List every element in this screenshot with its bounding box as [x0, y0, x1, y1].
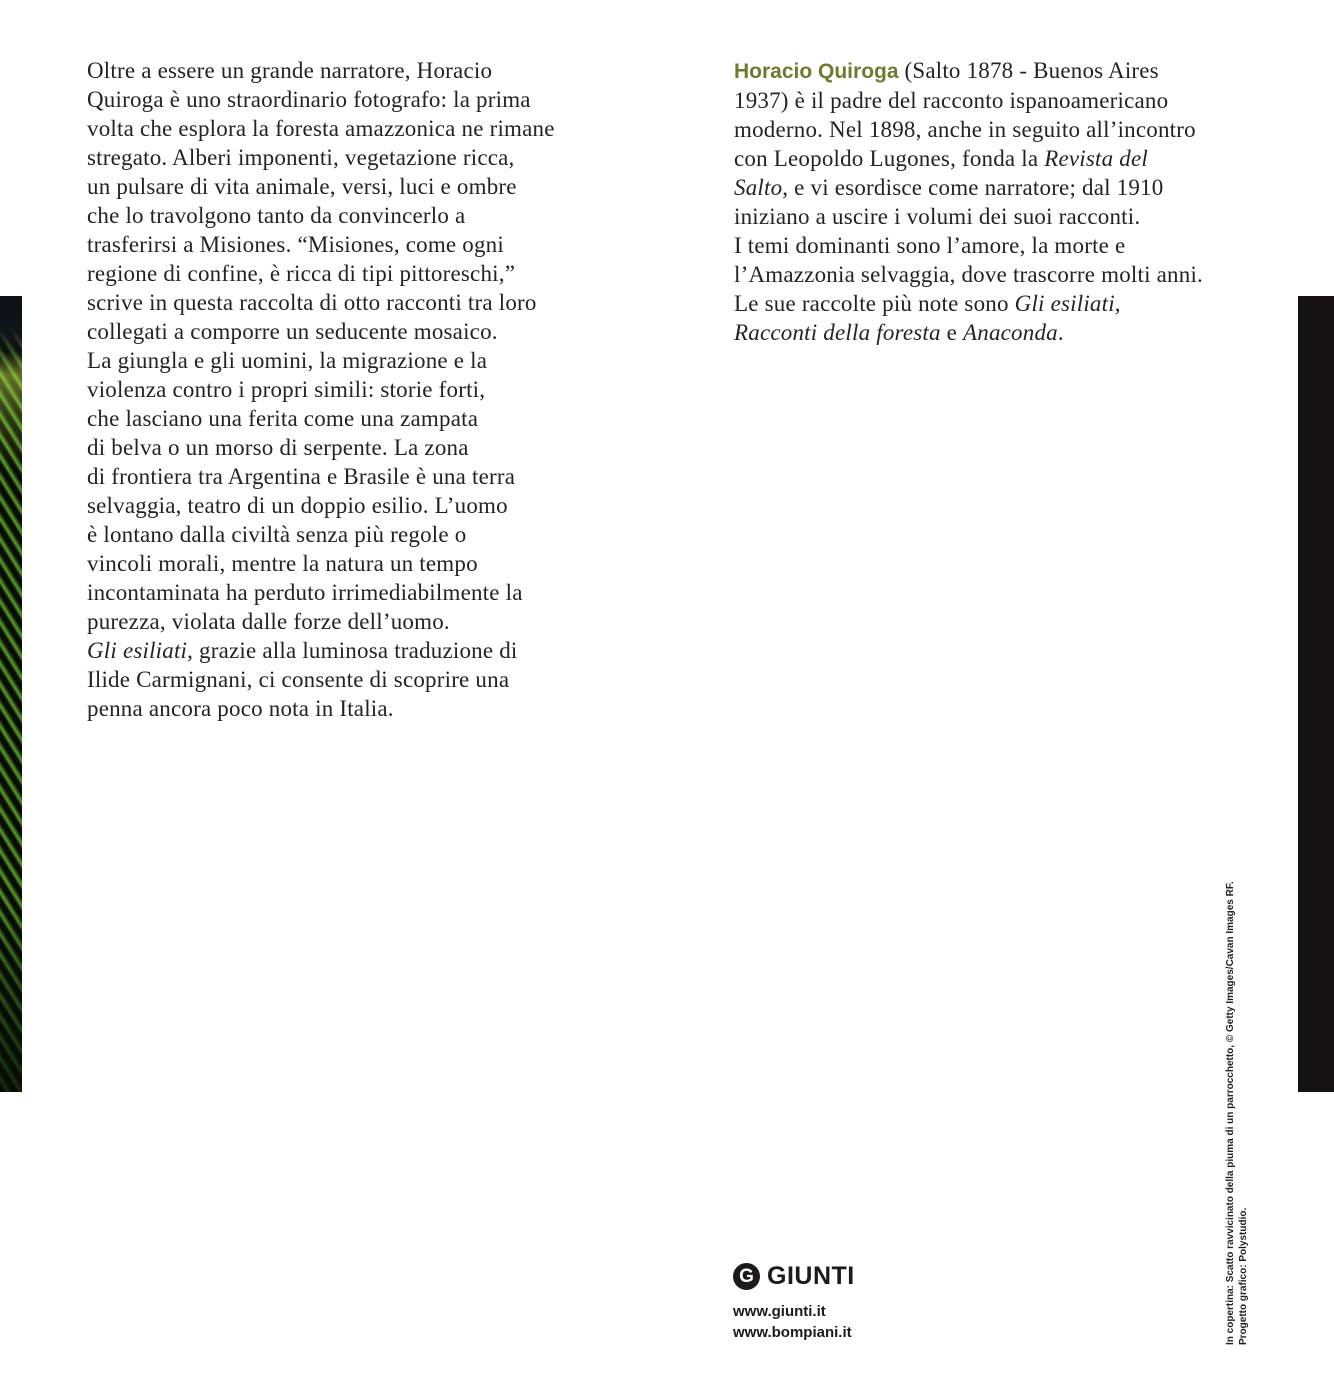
cover-edge-strip — [1298, 296, 1334, 1092]
photo-credits — [1224, 881, 1250, 1345]
credit-line-cover: In copertina: Scatto ravvicinato della piuma di un parrocchetto, © Getty Images/Cavan Images RF. — [1225, 881, 1236, 1345]
giunti-g-icon — [733, 1263, 760, 1290]
giunti-g-letter: G — [739, 1265, 754, 1287]
giunti-logo — [733, 1263, 855, 1290]
author-bio-text: Horacio Quiroga (Salto 1878 - Buenos Aires 1937) è il padre del racconto ispanoamericano moderno. Nel 1898, anche in seguito all’incontro con Leopoldo Lugones, fonda la Revista del Salto, e vi esordisce come narratore; dal 1910 iniziano a uscire i volumi dei suoi racconti. I temi dominanti sono l’amore, la morte e l’Amazzonia selvaggia, dove trascorre molti anni. Le sue raccolte più note sono Gli esiliati, Racconti della foresta e Anaconda. — [734, 58, 1203, 345]
feather-photo-strip — [0, 296, 22, 1092]
flap-description-text: Oltre a essere un grande narratore, Horacio Quiroga è uno straordinario fotografo: la prima volta che esplora la foresta amazzonica ne rimane stregato. Alberi imponenti, vegetazione ricca, un pulsare di vita animale, versi, luci e ombre che lo travolgono tanto da convincerlo a trasferirsi a Misiones. “Misiones, come ogni regione di confine, è ricca di tipi pittoreschi,” scrive in questa raccolta di otto racconti tra loro collegati a comporre un seducente mosaico. La giungla e gli uomini, la migrazione e la violenza contro i propri simili: storie forti, che lasciano una ferita come una zampata di belva o un morso di serpente. La zona di frontiera tra Argentina e Brasile è una terra selvaggia, teatro di un doppio esilio. L’uomo è lontano dalla civiltà senza più regole o vincoli morali, mentre la natura un tempo incontaminata ha perduto irrimediabilmente la purezza, violata dalle forze dell’uomo. Gli esiliati, grazie alla luminosa traduzione di Ilide Carmignani, ci consente di scoprire una penna ancora poco nota in Italia. — [87, 58, 555, 721]
publisher-block — [733, 1263, 855, 1343]
giunti-wordmark: GIUNTI — [767, 1262, 855, 1290]
publisher-urls — [733, 1301, 855, 1343]
giunti-url: www.giunti.it — [733, 1303, 826, 1320]
credit-line-design: Progetto grafico: Polystudio. — [1238, 1207, 1249, 1345]
bompiani-url: www.bompiani.it — [733, 1324, 852, 1341]
